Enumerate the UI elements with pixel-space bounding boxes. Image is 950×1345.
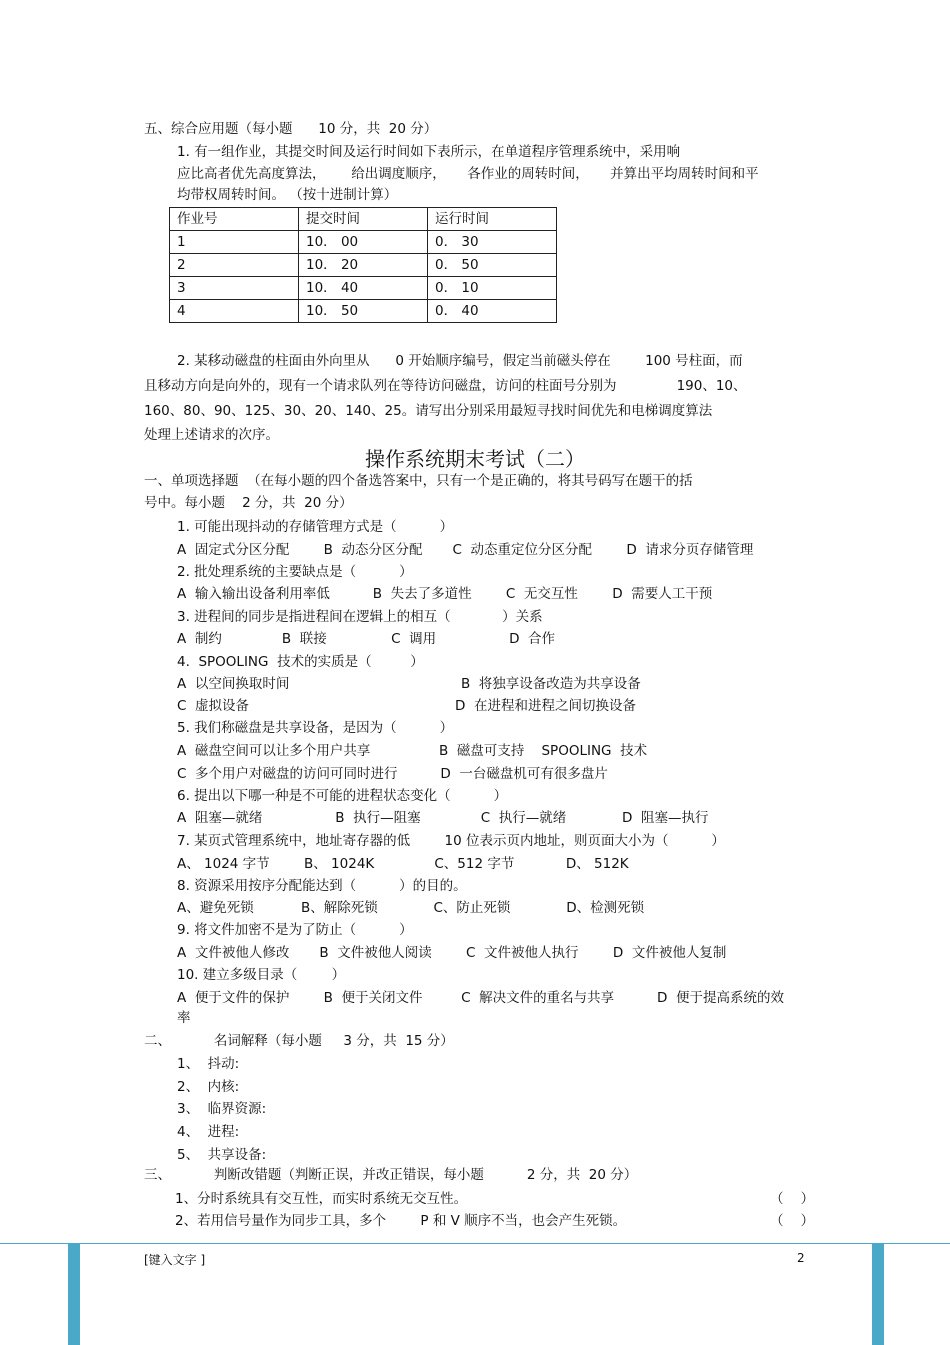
mc-line: A 磁盘空间可以让多个用户共享 B 磁盘可支持 SPOOLING 技术 — [177, 743, 648, 759]
table-cell: 0． 40 — [428, 300, 557, 323]
table-row — [170, 231, 557, 254]
mc-line: 3. 进程间的同步是指进程间在逻辑上的相互（ ）关系 — [177, 609, 543, 625]
mc-line: 9. 将文件加密不是为了防止（ ） — [177, 922, 413, 938]
mc-line: 6. 提出以下哪一种是不可能的进程状态变化（ ） — [177, 788, 508, 804]
answer-blank: （ ） — [770, 1213, 815, 1229]
job-table — [169, 207, 557, 323]
table-row — [170, 300, 557, 323]
table-cell: 1 — [170, 231, 299, 254]
q2-line-1: 2. 某移动磁盘的柱面由外向里从 0 开始顺序编号，假定当前磁头停在 100 号柱面，而 — [177, 353, 743, 369]
exam-title: 操作系统期末考试（二） — [365, 447, 585, 471]
part1-heading-1: 一、单项选择题 （在每小题的四个备选答案中，只有一个是正确的，将其号码写在题干的括 — [144, 473, 693, 489]
q1-line-2: 应比高者优先高度算法， 给出调度顺序， 各作业的周转时间， 并算出平均周转时间和平 — [177, 166, 759, 182]
term-item: 4、 进程: — [177, 1124, 240, 1140]
table-row — [170, 277, 557, 300]
part2-heading: 二、 名词解释（每小题 3 分，共 15 分） — [144, 1033, 454, 1049]
table-header-row — [170, 208, 557, 231]
mc-line: 10. 建立多级目录（ ） — [177, 967, 346, 983]
mc-line: 4. SPOOLING 技术的实质是（ ） — [177, 654, 424, 670]
mc-line: A 固定式分区分配 B 动态分区分配 C 动态重定位分区分配 D 请求分页存储管理 — [177, 542, 754, 558]
table-header-cell: 运行时间 — [428, 208, 557, 231]
term-item: 3、 临界资源: — [177, 1101, 267, 1117]
table-cell: 2 — [170, 254, 299, 277]
mc-line: 7. 某页式管理系统中，地址寄存器的低 10 位表示页内地址，则页面大小为（ ） — [177, 833, 725, 849]
part1-heading-2: 号中。每小题 2 分，共 20 分） — [144, 495, 353, 511]
mc-line: A、 1024 字节 B、 1024K C、512 字节 D、 512K — [177, 856, 629, 872]
table-row — [170, 254, 557, 277]
answer-blank: （ ） — [770, 1191, 815, 1207]
table-cell: 4 — [170, 300, 299, 323]
table-header-cell: 作业号 — [170, 208, 299, 231]
mc-line: A 制约 B 联接 C 调用 D 合作 — [177, 631, 556, 647]
table-cell: 10． 50 — [299, 300, 428, 323]
mc-line: A 阻塞—就绪 B 执行—阻塞 C 执行—就绪 D 阻塞—执行 — [177, 810, 709, 826]
term-item: 5、 共享设备: — [177, 1147, 267, 1163]
table-cell: 0． 50 — [428, 254, 557, 277]
mc-line: C 多个用户对磁盘的访问可同时进行 D 一台磁盘机可有很多盘片 — [177, 766, 608, 782]
table-cell: 10． 20 — [299, 254, 428, 277]
term-item: 2、 内核: — [177, 1079, 240, 1095]
mc-line: 8. 资源采用按序分配能达到（ ）的目的。 — [177, 878, 467, 894]
q1-line-1: 1. 有一组作业，其提交时间及运行时间如下表所示，在单道程序管理系统中，采用响 — [177, 144, 681, 160]
right-footer-bar — [872, 1243, 884, 1345]
mc-line: 率 — [177, 1010, 191, 1026]
q2-line-3: 160、80、90、125、30、20、140、25。请写出分别采用最短寻找时间优先和电梯调度算法 — [144, 403, 713, 419]
judge-item: 1、分时系统具有交互性，而实时系统无交互性。 — [175, 1191, 468, 1207]
mc-line: A 以空间换取时间 B 将独享设备改造为共享设备 — [177, 676, 641, 692]
judge-item: 2、若用信号量作为同步工具，多个 P 和 V 顺序不当，也会产生死锁。 — [175, 1213, 627, 1229]
mc-line: A、避免死锁 B、解除死锁 C、防止死锁 D、检测死锁 — [177, 900, 645, 916]
mc-line: A 文件被他人修改 B 文件被他人阅读 C 文件被他人执行 D 文件被他人复制 — [177, 945, 727, 961]
table-cell: 3 — [170, 277, 299, 300]
mc-line: 1. 可能出现抖动的存储管理方式是（ ） — [177, 519, 454, 535]
table-header-cell: 提交时间 — [299, 208, 428, 231]
table-cell: 10． 40 — [299, 277, 428, 300]
table-cell: 10． 00 — [299, 231, 428, 254]
part3-heading: 三、 判断改错题（判断正误，并改正错误，每小题 2 分，共 20 分） — [144, 1167, 638, 1183]
mc-line: A 便于文件的保护 B 便于关闭文件 C 解决文件的重名与共享 D 便于提高系统的效 — [177, 990, 785, 1006]
page-number: 2 — [797, 1251, 805, 1265]
mc-line: 5. 我们称磁盘是共享设备，是因为（ ） — [177, 720, 454, 736]
term-item: 1、 抖动: — [177, 1056, 240, 1072]
q2-line-2: 且移动方向是向外的，现有一个请求队列在等待访问磁盘，访问的柱面号分别为 190、10、 — [144, 378, 747, 394]
mc-line: C 虚拟设备 D 在进程和进程之间切换设备 — [177, 698, 636, 714]
table-cell: 0． 10 — [428, 277, 557, 300]
section5-heading: 五、综合应用题（每小题 10 分，共 20 分） — [144, 121, 438, 137]
footer-rule — [0, 1243, 950, 1244]
table-cell: 0． 30 — [428, 231, 557, 254]
left-footer-bar — [68, 1243, 80, 1345]
q1-line-3: 均带权周转时间。 （按十进制计算） — [177, 187, 398, 203]
footer-placeholder-text[interactable]: [键入文字 ] — [144, 1253, 206, 1267]
mc-line: A 输入输出设备利用率低 B 失去了多道性 C 无交互性 D 需要人工干预 — [177, 586, 713, 602]
q2-line-4: 处理上述请求的次序。 — [144, 427, 279, 443]
mc-line: 2. 批处理系统的主要缺点是（ ） — [177, 564, 413, 580]
